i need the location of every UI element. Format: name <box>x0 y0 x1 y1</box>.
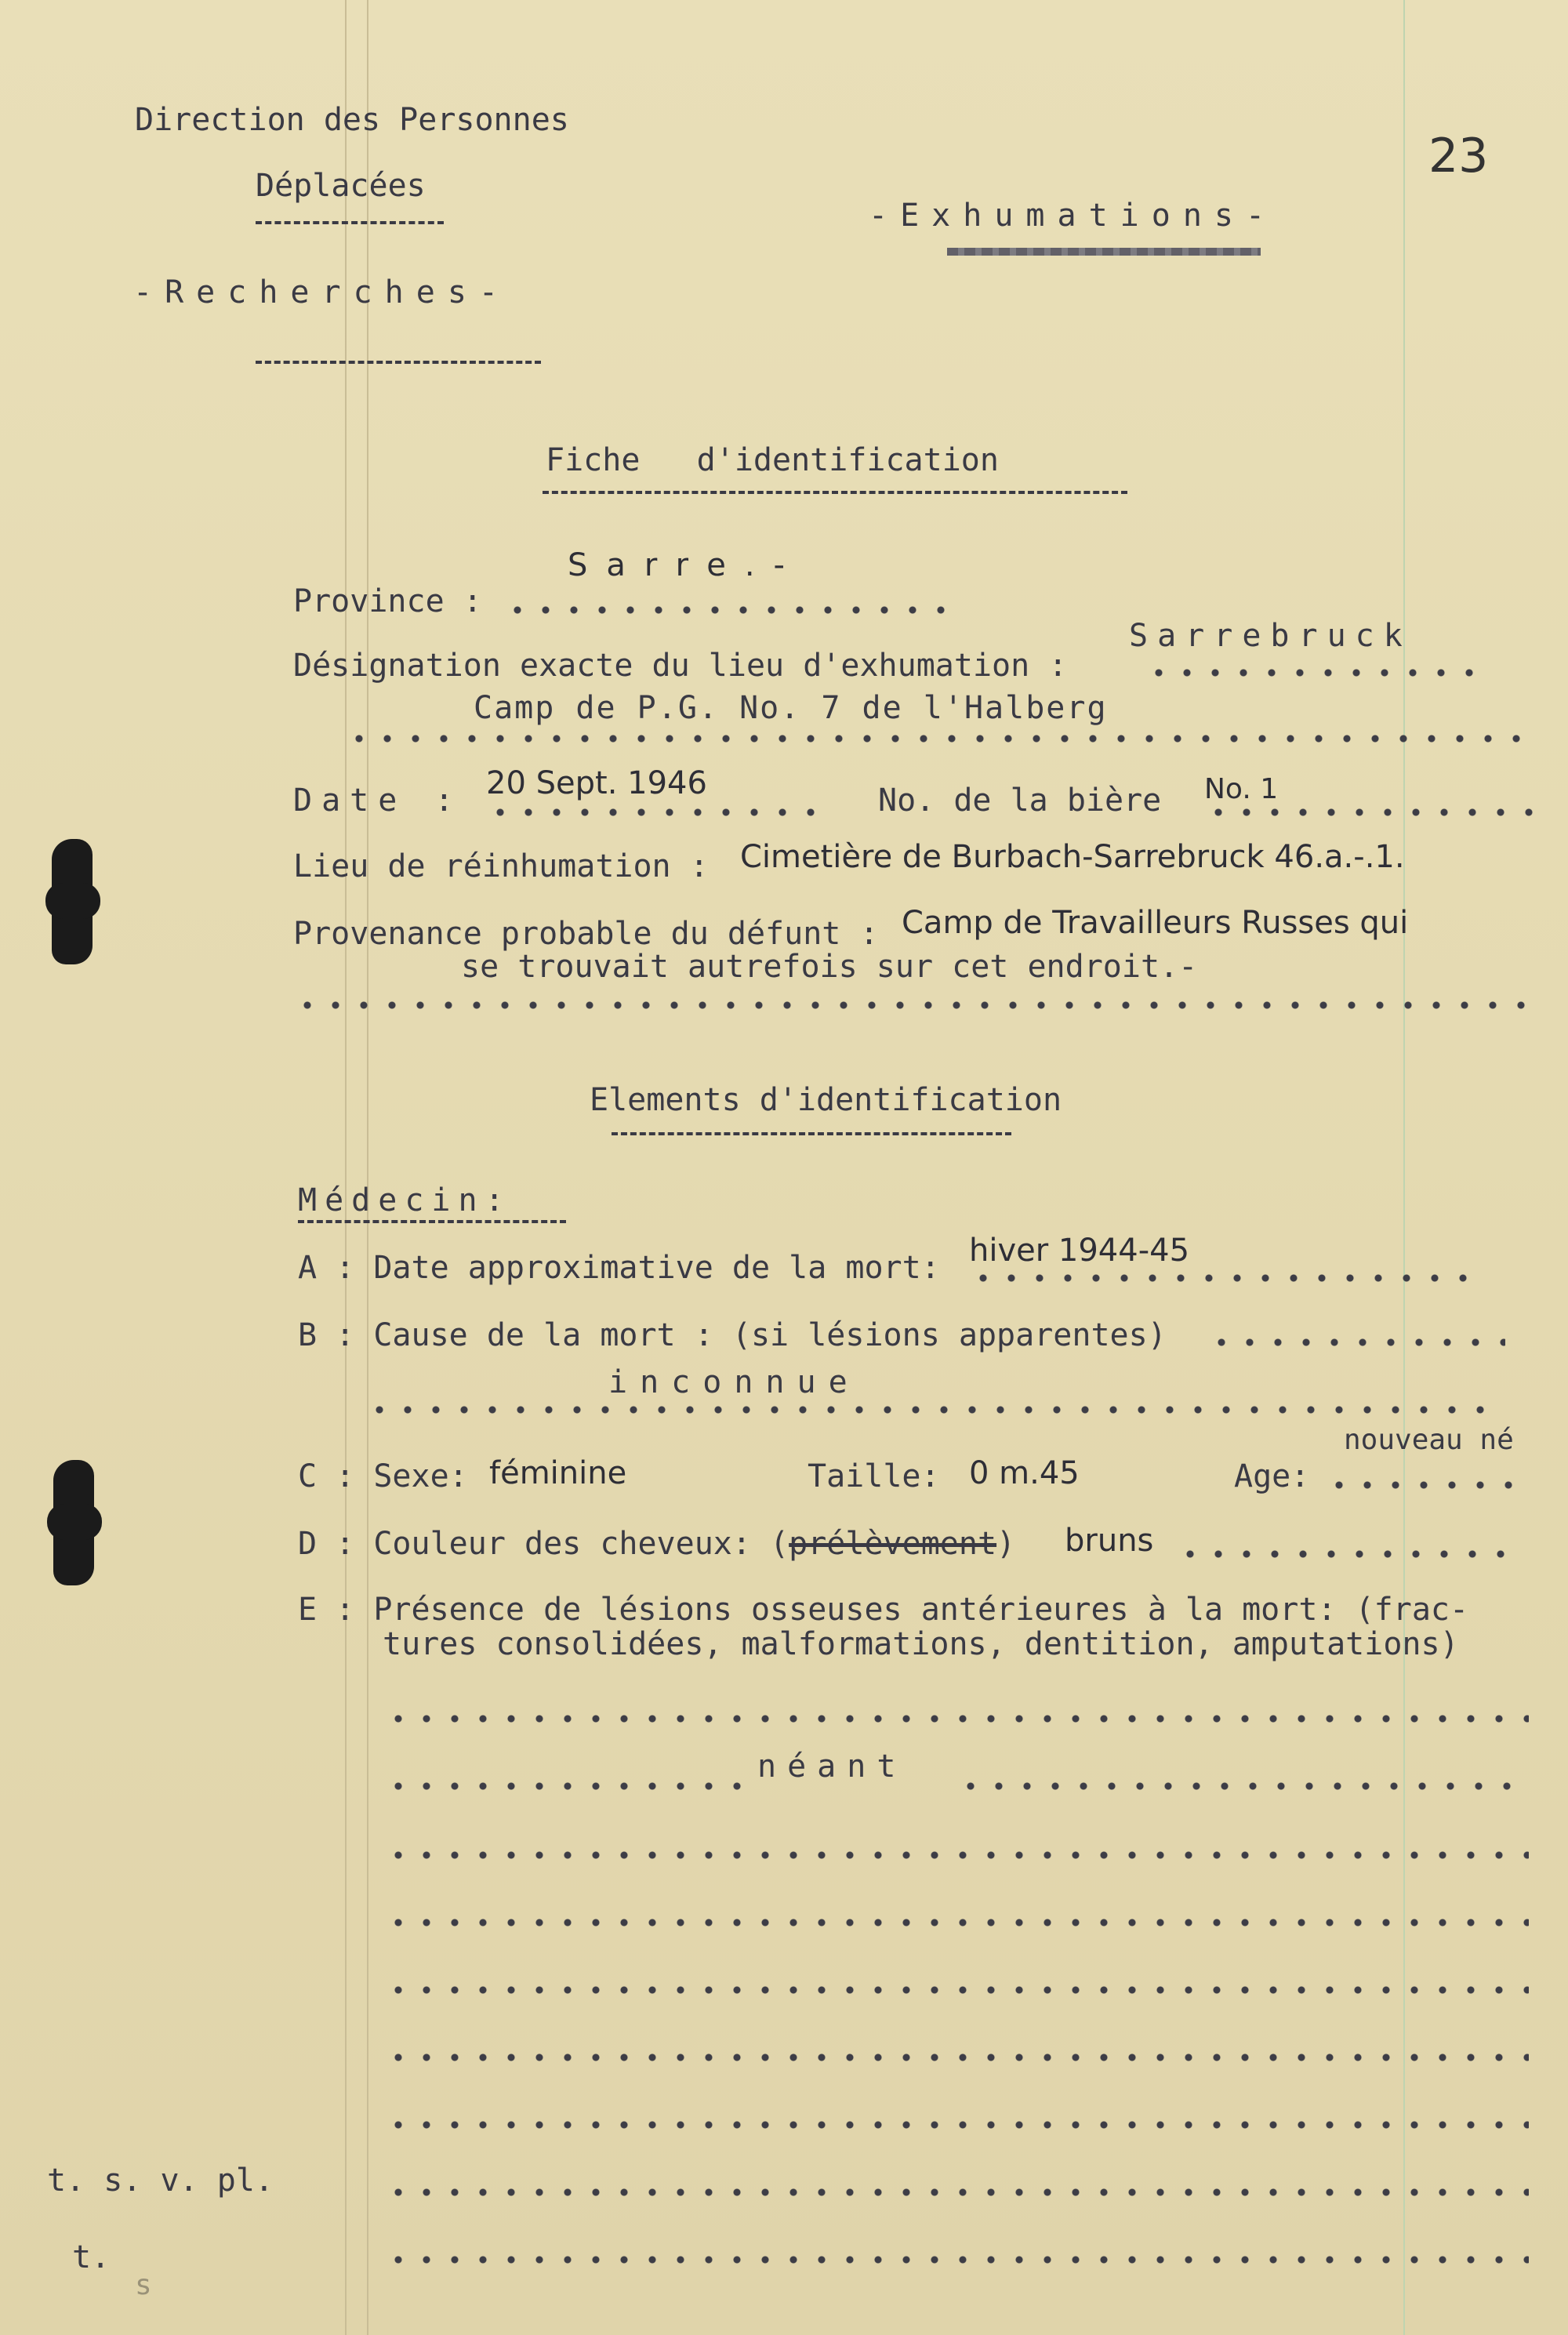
fill-dots <box>384 1714 1529 1723</box>
fill-dots <box>956 1781 1529 1791</box>
footer-t: t. <box>72 2239 111 2275</box>
medecin-heading: Médecin: <box>298 1182 512 1218</box>
exhumation-place-value-line-2: Camp de P.G. No. 7 de l'Halberg <box>474 690 1108 726</box>
page-number: 23 <box>1428 129 1489 183</box>
fill-dots <box>345 734 1537 743</box>
organization-line-1: Direction des Personnes <box>135 102 569 138</box>
field-e-value: néant <box>757 1749 907 1785</box>
underline <box>612 1132 1011 1135</box>
fill-dots <box>384 1850 1529 1860</box>
fill-dots <box>1325 1480 1513 1490</box>
province-value: Sarre.- <box>568 547 804 583</box>
field-b-label: B : Cause de la mort : (si lésions apparentes) <box>298 1317 1167 1353</box>
field-a-label: A : Date approximative de la mort: <box>298 1250 940 1286</box>
margin-line <box>367 0 368 2335</box>
field-d-label <box>298 1526 1015 1562</box>
punch-hole <box>52 839 93 964</box>
field-d-label-struck: prélèvement <box>789 1526 997 1562</box>
fill-dots <box>365 1405 1486 1414</box>
organization-line-2: Déplacées <box>256 168 426 204</box>
biere-value: No. 1 <box>1204 773 1279 805</box>
field-c-age-label: Age: <box>1234 1458 1310 1494</box>
exhumation-place-label: Désignation exacte du lieu d'exhumation : <box>293 648 1068 684</box>
biere-label: No. de la bière <box>878 783 1162 819</box>
fill-dots <box>1207 1338 1505 1347</box>
reinhumation-value: Cimetière de Burbach-Sarrebruck 46.a.-.1. <box>740 839 1405 875</box>
fill-dots <box>384 1781 745 1791</box>
field-b-value: inconnue <box>608 1364 860 1400</box>
date-value: 20 Sept. 1946 <box>486 765 707 801</box>
underline <box>256 221 444 224</box>
field-d-label-prefix: D : Couleur des cheveux: ( <box>298 1526 789 1562</box>
provenance-label: Provenance probable du défunt : <box>293 916 879 952</box>
fill-dots <box>384 1918 1529 1927</box>
field-a-value: hiver 1944-45 <box>969 1233 1190 1269</box>
field-d-label-suffix: ) <box>996 1526 1016 1562</box>
field-c-taille-value: 0 m.45 <box>969 1455 1080 1491</box>
exhumations-heading: -Exhumations- <box>869 198 1278 234</box>
fill-dots <box>503 605 958 615</box>
turn-over-note: t. s. v. pl. <box>47 2163 274 2199</box>
field-c-taille-label: Taille: <box>808 1458 940 1494</box>
fill-dots <box>384 2053 1529 2062</box>
fill-dots <box>1145 668 1490 677</box>
province-label: Province : <box>293 583 482 619</box>
reinhumation-label: Lieu de réinhumation : <box>293 848 709 884</box>
fill-dots <box>293 1000 1540 1010</box>
field-c-sexe-label: C : Sexe: <box>298 1458 468 1494</box>
punch-hole <box>53 1460 94 1585</box>
underline <box>298 1220 566 1223</box>
field-c-age-value: nouveau né <box>1344 1424 1514 1456</box>
field-d-value: bruns <box>1065 1523 1154 1559</box>
provenance-value-line-1: Camp de Travailleurs Russes qui <box>902 905 1409 941</box>
underline <box>947 248 1261 256</box>
margin-line <box>345 0 347 2335</box>
recherches-heading: -Recherches- <box>133 274 510 310</box>
fill-dots <box>384 1985 1529 1995</box>
date-label: Date : <box>293 783 463 819</box>
elements-heading: Elements d'identification <box>590 1082 1062 1118</box>
footer-s: s <box>135 2269 152 2301</box>
fill-dots <box>969 1273 1471 1283</box>
fill-dots <box>384 2188 1529 2197</box>
fill-dots <box>1176 1549 1521 1559</box>
fill-dots <box>1204 808 1534 817</box>
underline <box>543 491 1127 494</box>
fill-dots <box>384 2255 1529 2264</box>
field-e-label-line-1: E : Présence de lésions osseuses antérieures à la mort: (frac- <box>298 1592 1469 1628</box>
fill-dots <box>384 2120 1529 2130</box>
provenance-value-line-2: se trouvait autrefois sur cet endroit.- <box>461 949 1198 985</box>
form-title: Fiche d'identification <box>546 442 999 478</box>
field-c-sexe-value: féminine <box>489 1455 627 1491</box>
exhumation-place-value-line-1: Sarrebruck <box>1129 618 1412 654</box>
underline <box>256 361 541 364</box>
fill-dots <box>486 808 831 817</box>
field-e-label-line-2: tures consolidées, malformations, dentition, amputations) <box>383 1626 1459 1662</box>
